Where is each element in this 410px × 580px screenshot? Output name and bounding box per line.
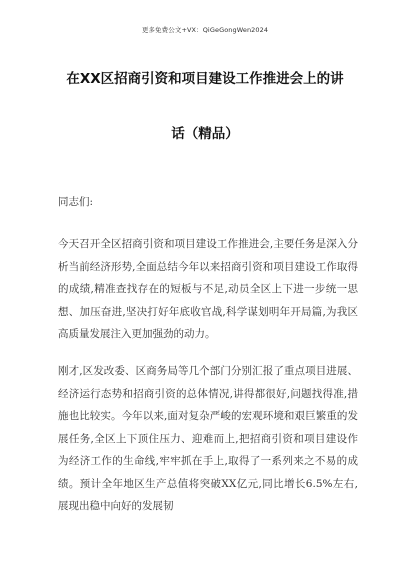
salutation: 同志们:	[58, 196, 94, 208]
paragraph-1: 今天召开全区招商引资和项目建设工作推进会,主要任务是深入分析当前经济形势,全面总结今年以来招商引资和项目建设工作取得的成绩,精准查找存在的短板与不足,动员全区上下进一步统一思想、加压奋进,坚决打好年底收官战,科学谋划明年开局篇,为我区高质量发展注入更加强劲的动力。	[58, 238, 358, 340]
document-title-line-2: 话（精品）	[171, 126, 239, 142]
paragraph-2: 刚才,区发改委、区商务局等几个部门分别汇报了重点项目进展、经济运行态势和招商引资的总体情况,讲得都很好,问题找得准,措施也比较实。今年以来,面对复杂严峻的宏观环境和艰巨繁重的发展任务,全区上下顶住压力、迎难而上,把招商引资和项目建设作为经济工作的生命线,牢牢抓在手上,取得了一系列来之不易的成绩。预计全年地区生产总值将突破XX亿元,同比增长6.5%左右,展现出稳中向好的发展韧	[58, 365, 358, 512]
document-title-line-1: 在XX区招商引资和项目建设工作推进会上的讲	[66, 71, 344, 87]
header-note: 更多免费公文+VX：QiGeGongWen2024	[141, 26, 269, 34]
